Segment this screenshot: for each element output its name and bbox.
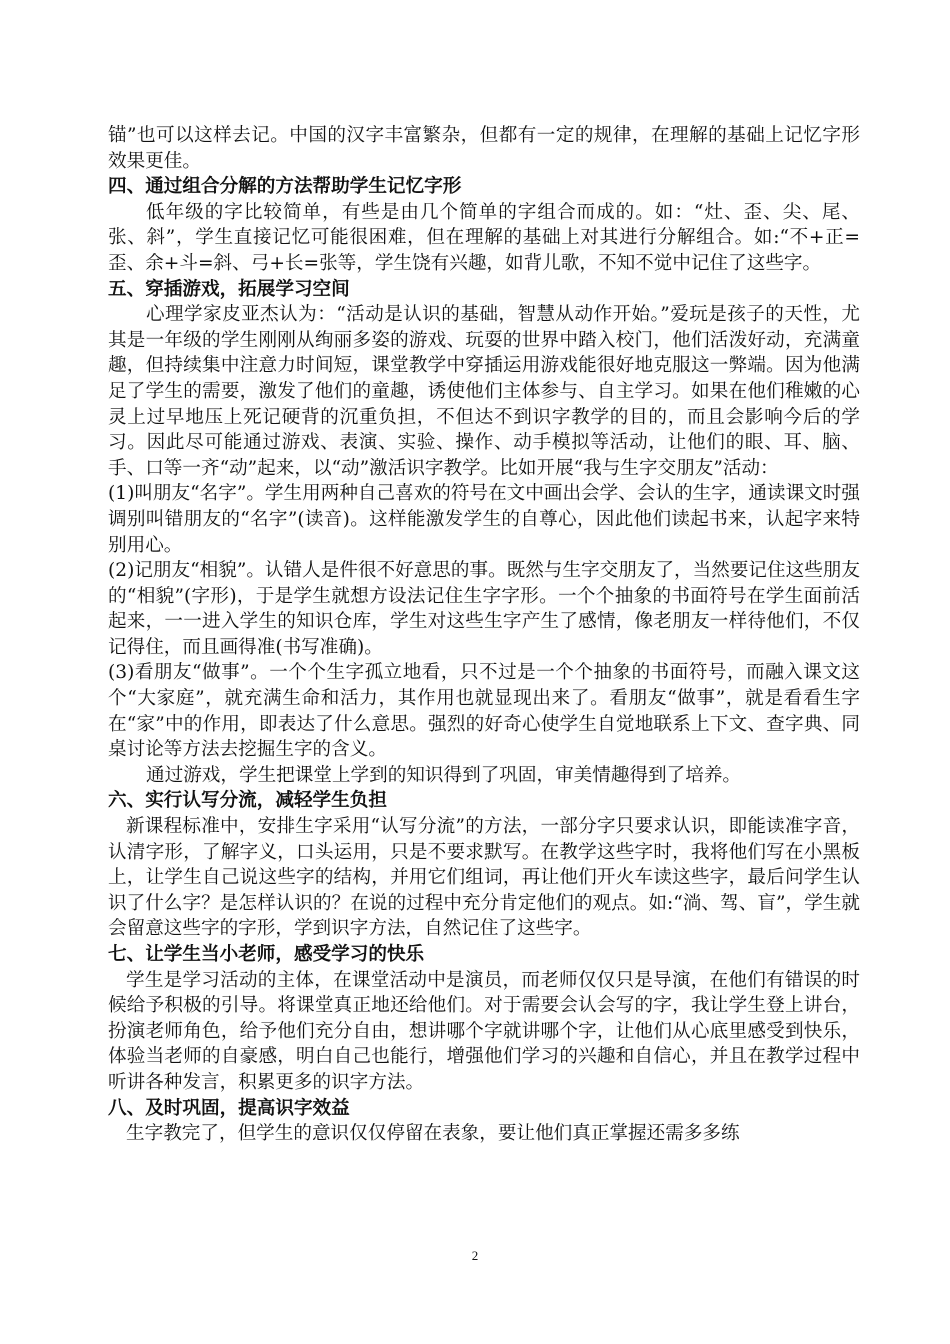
paragraph: 学生是学习活动的主体，在课堂活动中是演员，而老师仅仅只是导演，在他们有错误的时候给予积极的引导。将课堂真正地还给他们。对于需要会认会写的字，我让学生登上讲台，扮演老师角色，给予他们充分自由，想讲哪个字就讲哪个字，让他们从心底里感受到快乐，体验当老师的自豪感，明白自己也能行，增强他们学习的兴趣和自信心，并且在教学过程中听讲各种发言，积累更多的识字方法。	[108, 969, 860, 1093]
paragraph: 通过游戏，学生把课堂上学到的知识得到了巩固，审美情趣得到了培养。	[146, 764, 742, 786]
paragraph: 心理学家皮亚杰认为：“活动是认识的基础，智慧从动作开始。”爱玩是孩子的天性，尤其是一年级的学生刚刚从绚丽多姿的游戏、玩耍的世界中踏入校门，他们活泼好动，充满童趣，但持续集中注意力时间短，课堂教学中穿插运用游戏能很好地克服这一弊端。因为他满足了学生的需要，激发了他们的童趣，诱使他们主体参与、自主学习。如果在他们稚嫩的心灵上过早地压上死记硬背的沉重负担，不但达不到识字教学的目的，而且会影响今后的学习。因此尽可能通过游戏、表演、实验、操作、动手模拟等活动，让他们的眼、耳、脑、手、口等一齐“动”起来，以“动”激活识字教学。比如开展“我与生字交朋友”活动：	[108, 304, 860, 479]
paragraph: 生字教完了，但学生的意识仅仅停留在表象，要让他们真正掌握还需多多练	[126, 1123, 740, 1145]
list-item: (3)看朋友“做事”。一个个生字孤立地看，只不过是一个个抽象的书面符号，而融入课文这个“大家庭”，就充满生命和活力，其作用也就显现出来了。看朋友“做事”，就是看看生字在“家”中的作用，即表达了什么意思。强烈的好奇心使学生自觉地联系上下文、查字典、同桌讨论等方法去挖掘生字的含义。	[108, 662, 860, 761]
page-number: 2	[471, 1248, 479, 1263]
document-body	[108, 123, 860, 1147]
section-heading-7: 七、让学生当小老师，感受学习的快乐	[108, 944, 425, 965]
list-item: (1)叫朋友“名字”。学生用两种自己喜欢的符号在文中画出会学、会认的生字，通读课文时强调别叫错朋友的“名字”(读音)。这样能激发学生的自尊心，因此他们读起书来，认起字来特别用心。	[108, 483, 860, 556]
section-heading-6: 六、实行认写分流，减轻学生负担	[108, 790, 387, 812]
section-heading-8: 八、及时巩固，提高识字效益	[108, 1097, 350, 1119]
paragraph: 新课程标准中，安排生字采用“认写分流”的方法，一部分字只要求认识，即能读准字音，认清字形，了解字义，口头运用，只是不要求默写。在教学这些字时，我将他们写在小黑板上，让学生自己说这些字的结构，并用它们组词，再让他们开火车读这些字，最后问学生认识了什么字？是怎样认识的？在说的过程中充分肯定他们的观点。如:“淌、驾、盲”，学生就会留意这些字的字形，学到识字方法，自然记住了这些字。	[108, 816, 860, 940]
section-heading-5: 五、穿插游戏，拓展学习空间	[108, 278, 350, 300]
section-heading-4: 四、通过组合分解的方法帮助学生记忆字形	[108, 176, 462, 198]
list-item: (2)记朋友“相貌”。认错人是件很不好意思的事。既然与生字交朋友了，当然要记住这些朋友的“相貌”(字形)，于是学生就想方设法记住生字字形。一个个抽象的书面符号在学生面前活起来，一一进入学生的知识仓库，学生对这些生字产生了感情，像老朋友一样待他们，不仅记得住，而且画得准(书写准确)。	[108, 560, 860, 658]
paragraph-continuation: 锚”也可以这样去记。中国的汉字丰富繁杂，但都有一定的规律，在理解的基础上记忆字形效果更佳。	[108, 125, 860, 172]
paragraph: 低年级的字比较简单，有些是由几个简单的字组合而成的。如：“灶、歪、尖、尾、张、斜”，学生直接记忆可能很困难，但在理解的基础上对其进行分解组合。如:“不+正=歪、余+斗=斜、弓+长=张等，学生饶有兴趣，如背儿歌，不知不觉中记住了这些字。	[108, 201, 860, 274]
